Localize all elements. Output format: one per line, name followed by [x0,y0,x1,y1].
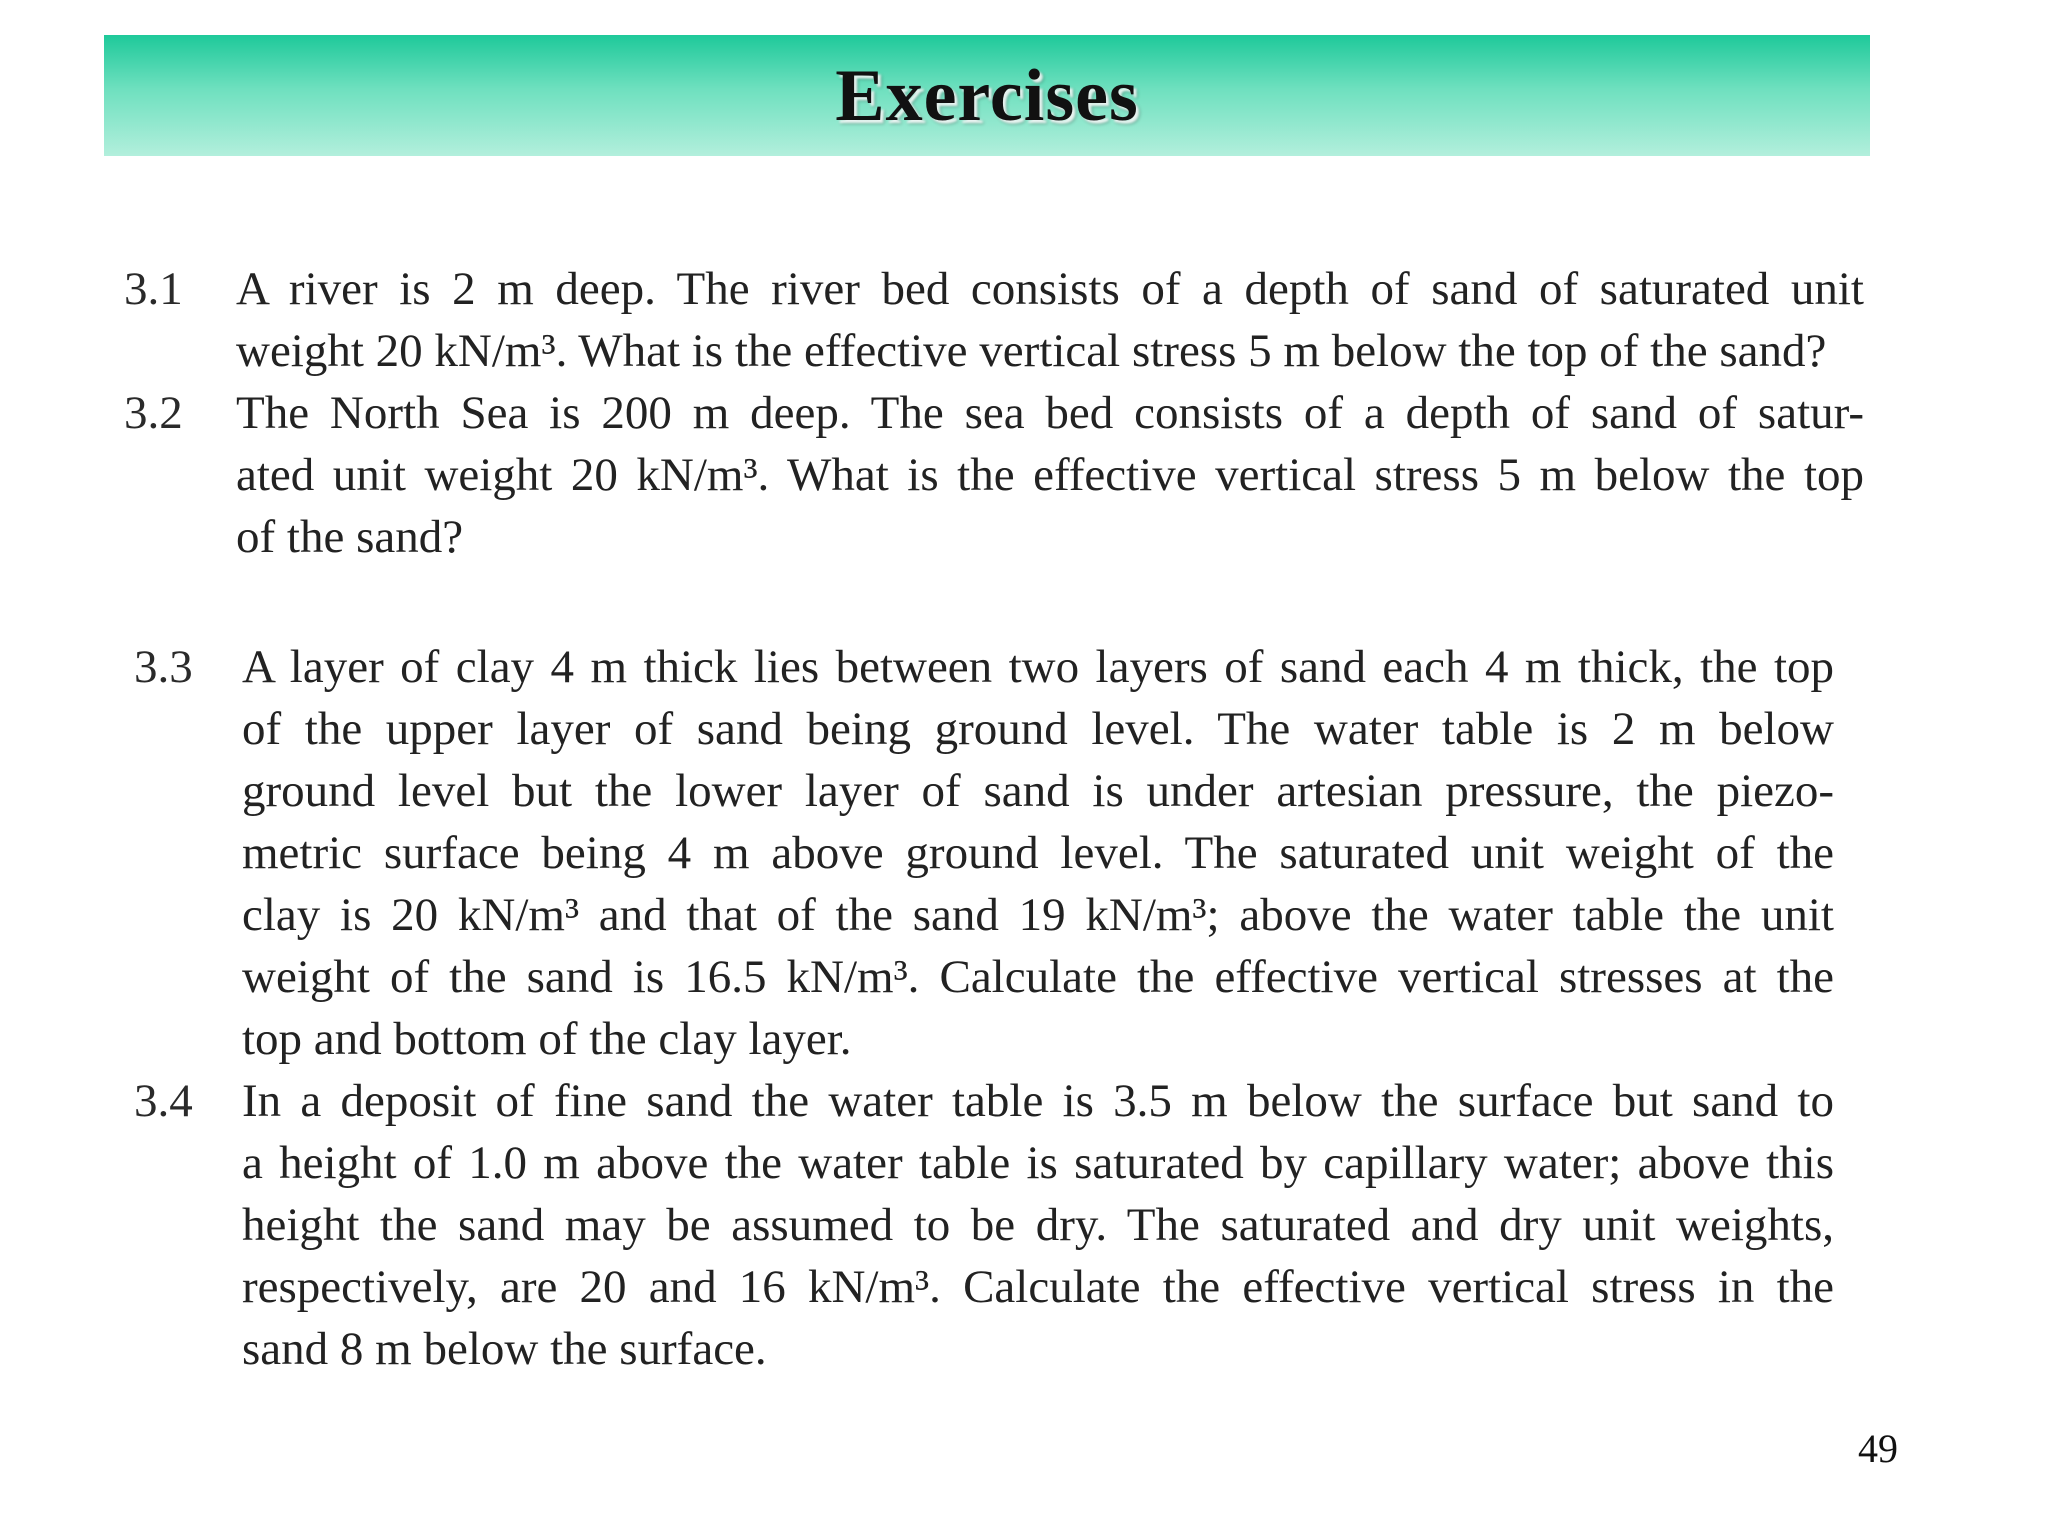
exercise-line: sand 8 m below the surface. [242,1323,767,1375]
exercise-3-2 [124,382,1864,568]
exercise-number: 3.4 [134,1075,193,1127]
page-number: 49 [1858,1426,1898,1471]
exercise-text [242,636,1834,1070]
exercise-line: A river is 2 m deep. The river bed consists of a depth of sand of saturated unit [236,263,1864,315]
exercise-line: top and bottom of the clay layer. [242,1013,852,1065]
exercise-number: 3.3 [134,641,193,693]
exercise-line: weight of the sand is 16.5 kN/m³. Calculate the effective vertical stresses at the [242,951,1834,1003]
title-banner [104,35,1870,156]
exercise-line: metric surface being 4 m above ground level. The saturated unit weight of the [242,827,1834,879]
exercise-text [236,382,1864,568]
exercise-line: weight 20 kN/m³. What is the effective vertical stress 5 m below the top of the sand? [236,325,1827,377]
exercise-line: height the sand may be assumed to be dry. The saturated and dry unit weights, [242,1199,1834,1251]
exercise-line: of the upper layer of sand being ground level. The water table is 2 m below [242,703,1834,755]
exercise-block-bottom [134,636,1834,1380]
exercise-number: 3.2 [124,387,183,439]
exercise-line: A layer of clay 4 m thick lies between two layers of sand each 4 m thick, the top [242,641,1834,693]
exercise-text [236,258,1864,382]
exercise-line: The North Sea is 200 m deep. The sea bed consists of a depth of sand of satur- [236,387,1864,439]
exercise-line: clay is 20 kN/m³ and that of the sand 19 kN/m³; above the water table the unit [242,889,1834,941]
exercise-line: In a deposit of fine sand the water table is 3.5 m below the surface but sand to [242,1075,1834,1127]
exercise-line: of the sand? [236,511,464,563]
exercise-line: ated unit weight 20 kN/m³. What is the effective vertical stress 5 m below the top [236,449,1864,501]
exercise-line: a height of 1.0 m above the water table is saturated by capillary water; above this [242,1137,1834,1189]
exercise-line: ground level but the lower layer of sand is under artesian pressure, the piezo- [242,765,1834,817]
exercise-text [242,1070,1834,1380]
exercise-line: respectively, are 20 and 16 kN/m³. Calculate the effective vertical stress in the [242,1261,1834,1313]
slide-title: Exercises [835,54,1139,137]
exercise-3-4 [134,1070,1834,1380]
exercise-3-1 [124,258,1864,382]
exercise-3-3 [134,636,1834,1070]
exercise-block-top [124,258,1864,568]
exercise-number: 3.1 [124,263,183,315]
